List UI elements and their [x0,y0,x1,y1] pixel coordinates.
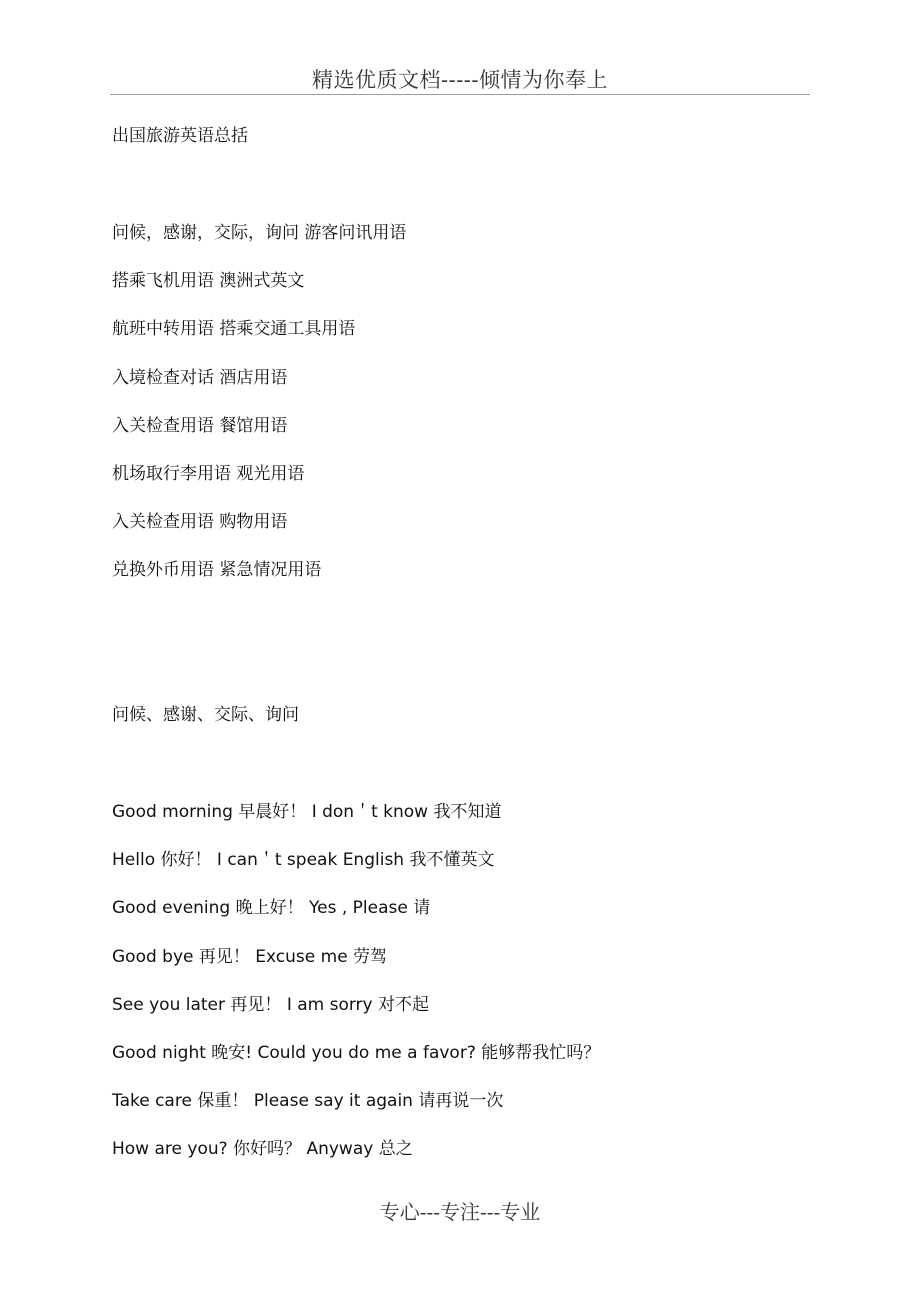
page-footer: 专心---专注---专业 [379,1200,541,1224]
header-divider [110,94,810,95]
toc-item: 航班中转用语 搭乘交通工具用语 [112,319,356,340]
toc-item: 问候，感谢，交际，询问 游客问讯用语 [112,223,407,243]
phrase-line: Good night 晚安! Could you do me a favor? 能够帮我忙吗？ [112,1042,601,1063]
section-heading: 问候、感谢、交际、询问 [112,705,299,725]
toc-item: 搭乘飞机用语 澳洲式英文 [112,271,305,292]
phrase-line: How are you? 你好吗？ Anyway 总之 [112,1139,413,1160]
toc-item: 入关检查用语 购物用语 [112,512,288,533]
toc-item: 入关检查用语 餐馆用语 [112,415,288,436]
phrase-line: Good morning 早晨好！ I don＇t know 我不知道 [112,802,502,822]
toc-item: 机场取行李用语 观光用语 [112,463,305,484]
document-title: 出国旅游英语总括 [112,126,248,146]
phrase-line: Good bye 再见！ Excuse me 劳驾 [112,946,388,967]
toc-item: 入境检查对话 酒店用语 [112,367,288,388]
page-header: 精选优质文档-----倾情为你奉上 [312,68,608,92]
phrase-line: Take care 保重！ Please say it again 请再说一次 [112,1091,504,1112]
phrase-line: See you later 再见！ I am sorry 对不起 [112,994,430,1015]
toc-item: 兑换外币用语 紧急情况用语 [112,560,322,581]
phrase-line: Hello 你好！ I can＇t speak English 我不懂英文 [112,850,495,871]
phrase-line: Good evening 晚上好！ Yes , Please 请 [112,898,431,919]
table-of-contents [112,221,406,607]
phrase-list [112,800,600,1186]
